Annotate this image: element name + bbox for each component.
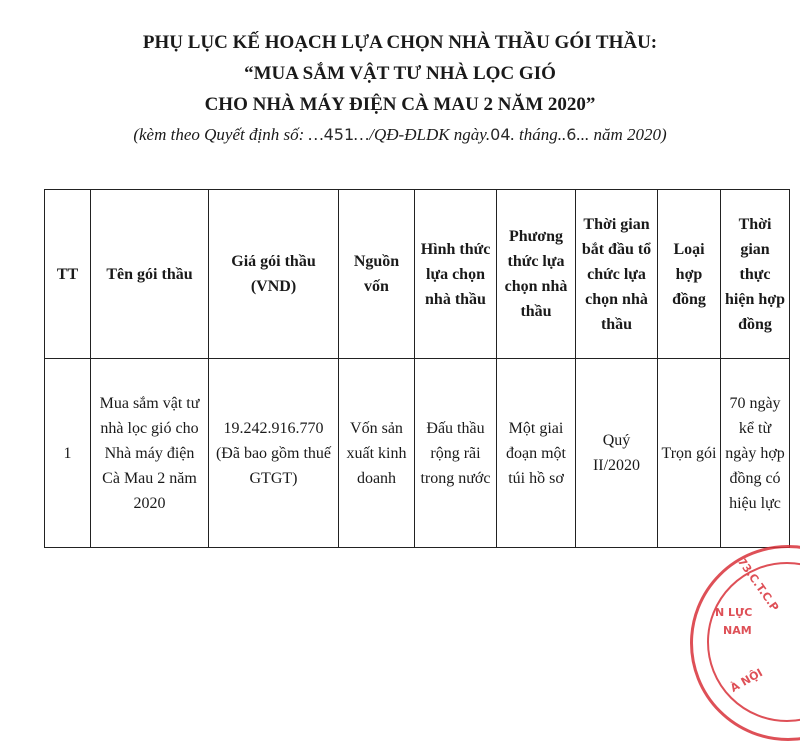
decision-middle: …/QĐ-ĐLDK ngày. (354, 125, 491, 144)
doc-title-line2: “MUA SẮM VẬT TƯ NHÀ LỌC GIÓ (244, 63, 556, 84)
stamp-text-bottom: À NỘI (728, 666, 765, 695)
header-cell-package-name: Tên gói thầu (91, 190, 209, 359)
stamp-text-top: 73.C.T.C.P (734, 555, 782, 614)
cell-tt: 1 (45, 359, 91, 548)
table-header-row (45, 190, 790, 359)
cell-package-price: 19.242.916.770 (Đã bao gồm thuế GTGT) (209, 359, 339, 548)
header-cell-contract-type: Loại hợp đồng (658, 190, 721, 359)
cell-selection-method: Một giai đoạn một túi hồ sơ (497, 359, 576, 548)
decision-reference (0, 125, 800, 145)
decision-number: 451 (323, 125, 355, 144)
table-row (45, 359, 790, 548)
stamp-text-mid1: N LỰC (715, 606, 753, 619)
header-cell-package-price: Giá gói thầu (VND) (209, 190, 339, 359)
header-cell-selection-method: Phương thức lựa chọn nhà thầu (497, 190, 576, 359)
decision-day: 04 (490, 125, 511, 144)
header-cell-funding-source: Nguồn vốn (339, 190, 415, 359)
stamp-text-mid2: NAM (723, 624, 752, 637)
header-cell-selection-form: Hình thức lựa chọn nhà thầu (415, 190, 497, 359)
header-cell-start-time: Thời gian bắt đầu tổ chức lựa chọn nhà thầu (576, 190, 658, 359)
cell-contract-type: Trọn gói (658, 359, 721, 548)
red-seal-stamp (690, 545, 800, 741)
cell-start-time: Quý II/2020 (576, 359, 658, 548)
decision-month-label: . tháng.. (510, 125, 567, 144)
doc-title-line3: CHO NHÀ MÁY ĐIỆN CÀ MAU 2 NĂM 2020” (204, 94, 596, 115)
cell-contract-duration: 70 ngày kể từ ngày hợp đồng có hiệu lực (721, 359, 790, 548)
bid-plan-table (44, 189, 790, 548)
cell-selection-form: Đấu thầu rộng rãi trong nước (415, 359, 497, 548)
doc-title-line1: PHỤ LỤC KẾ HOẠCH LỰA CHỌN NHÀ THẦU GÓI THẦU: (142, 32, 658, 53)
decision-month: 6 (566, 125, 577, 144)
cell-funding-source: Vốn sản xuất kinh doanh (339, 359, 415, 548)
cell-package-name: Mua sắm vật tư nhà lọc gió cho Nhà máy điện Cà Mau 2 năm 2020 (91, 359, 209, 548)
header-cell-contract-duration: Thời gian thực hiện hợp đồng (721, 190, 790, 359)
decision-suffix: ... năm 2020) (576, 125, 667, 144)
header-cell-tt: TT (45, 190, 91, 359)
decision-prefix: (kèm theo Quyết định số: … (133, 125, 324, 144)
